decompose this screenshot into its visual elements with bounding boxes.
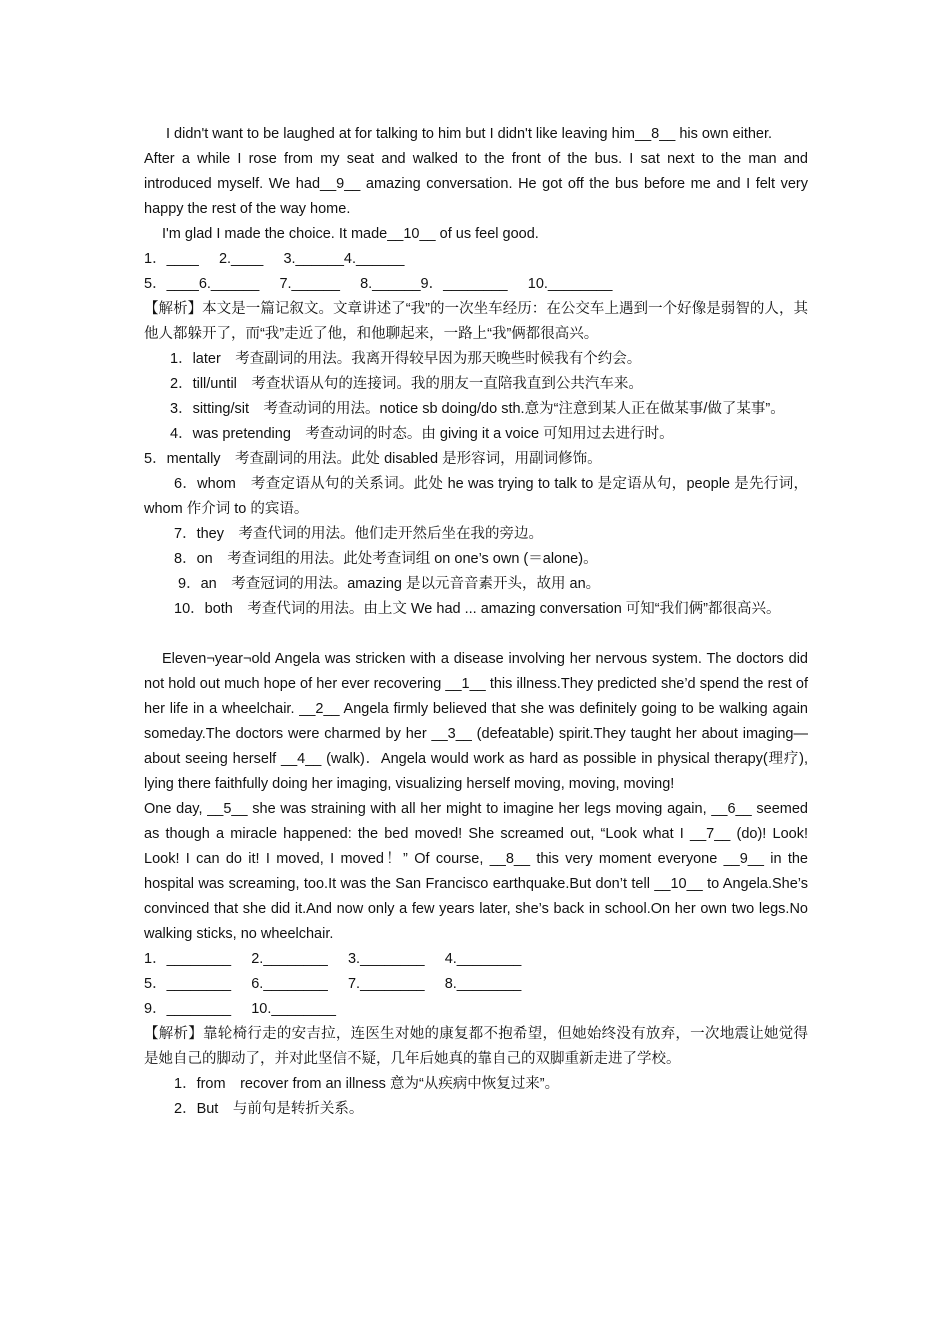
- passage1-paragraph-2: After a while I rose from my seat and walked to the front of the bus. I sat next to the man and introduced myself. We had__9__ amazing conversation. He got off the bus before me and I felt very happy the rest of the way home.: [144, 151, 808, 217]
- section-spacer: [144, 622, 808, 647]
- passage2-answer-1: 1．from recover from an illness 意为“从疾病中恢复过来”。: [174, 1076, 560, 1092]
- passage2-paragraph-2: One day, __5__ she was straining with all her might to imagine her legs moving again, __6__ seemed as though a miracle happened: the bed moved! She screamed out, “Look what I __7__ (do)! Look! Look! I can do it! I moved, I moved！” Of course, __8__ this very moment everyone __9__ in the hospital was screaming, too.It was the San Francisco earthquake.But don’t tell __10__ to Angela.She’s convinced that she did it.And now only a few years later, she’s back in school.On her own two legs.No walking sticks, no wheelchair.: [144, 801, 808, 942]
- passage1-answer-7: 7．they 考查代词的用法。他们走开然后坐在我的旁边。: [174, 526, 543, 542]
- passage1-answer-8: 8．on 考查词组的用法。此处考查词组 on one’s own (＝alone)。: [174, 551, 598, 567]
- document-page: [144, 122, 808, 1122]
- passage2-analysis-intro: 【解析】靠轮椅行走的安吉拉，连医生对她的康复都不抱希望，但她始终没有放弃，一次地震让她觉得是她自己的脚动了，并对此坚信不疑，几年后她真的靠自己的双脚重新走进了学校。: [144, 1026, 808, 1067]
- passage1-paragraph-1: I didn't want to be laughed at for talking to him but I didn't like leaving him__8__ his own either.: [166, 126, 773, 142]
- passage1-paragraph-3: I'm glad I made the choice. It made__10__ of us feel good.: [162, 226, 539, 242]
- passage1-analysis-intro: 【解析】本文是一篇记叙文。文章讲述了“我”的一次坐车经历：在公交车上遇到一个好像是弱智的人，其他人都躲开了，而“我”走近了他，和他聊起来，一路上“我”俩都很高兴。: [144, 301, 808, 342]
- passage1-answer-3: 3．sitting/sit 考查动词的用法。notice sb doing/do sth.意为“注意到某人正在做某事/做了某事”。: [170, 401, 785, 417]
- passage1-answer-10: 10．both 考查代词的用法。由上文 We had ... amazing conversation 可知“我们俩”都很高兴。: [174, 601, 781, 617]
- passage1-answer-2: 2．till/until 考查状语从句的连接词。我的朋友一直陪我直到公共汽车来。: [170, 376, 643, 392]
- passage2-answer-blanks-row-3: 9．________ 10.________: [144, 1001, 336, 1017]
- passage2-answer-2: 2．But 与前句是转折关系。: [174, 1101, 364, 1117]
- passage1-answer-blanks-row-2: 5．____6.______ 7.______ 8.______9．________ 10.________: [144, 276, 613, 292]
- passage2-answer-blanks-row-2: 5．________ 6.________ 7.________ 8.________: [144, 976, 522, 992]
- passage2-paragraph-1: Eleven¬year¬old Angela was stricken with a disease involving her nervous system. The doctors did not hold out much hope of her ever recovering __1__ this illness.They predicted she’d spend the rest of her life in a wheelchair. __2__ Angela firmly believed that she was definitely going to be walking again someday.The doctors were charmed by her __3__ (defeatable) spirit.They taught her about imaging—about seeing herself __4__ (walk)．Angela would work as hard as possible in physical therapy(理疗), lying there faithfully doing her imaging, visualizing herself moving, moving, moving!: [144, 651, 808, 792]
- passage1-answer-5: 5．mentally 考查副词的用法。此处 disabled 是形容词，用副词修饰。: [144, 451, 602, 467]
- passage1-answer-6: 6．whom 考查定语从句的关系词。此处 he was trying to talk to 是定语从句，people 是先行词，whom 作介词 to 的宾语。: [144, 476, 808, 517]
- passage1-answer-9: 9．an 考查冠词的用法。amazing 是以元音音素开头，故用 an。: [178, 576, 601, 592]
- passage2-answer-blanks-row-1: 1．________ 2.________ 3.________ 4.________: [144, 951, 522, 967]
- passage1-answer-1: 1．later 考查副词的用法。我离开得较早因为那天晚些时候我有个约会。: [170, 351, 642, 367]
- passage1-answer-4: 4．was pretending 考查动词的时态。由 giving it a voice 可知用过去进行时。: [170, 426, 674, 442]
- passage1-answer-blanks-row-1: 1．____ 2.____ 3.______4.______: [144, 251, 405, 267]
